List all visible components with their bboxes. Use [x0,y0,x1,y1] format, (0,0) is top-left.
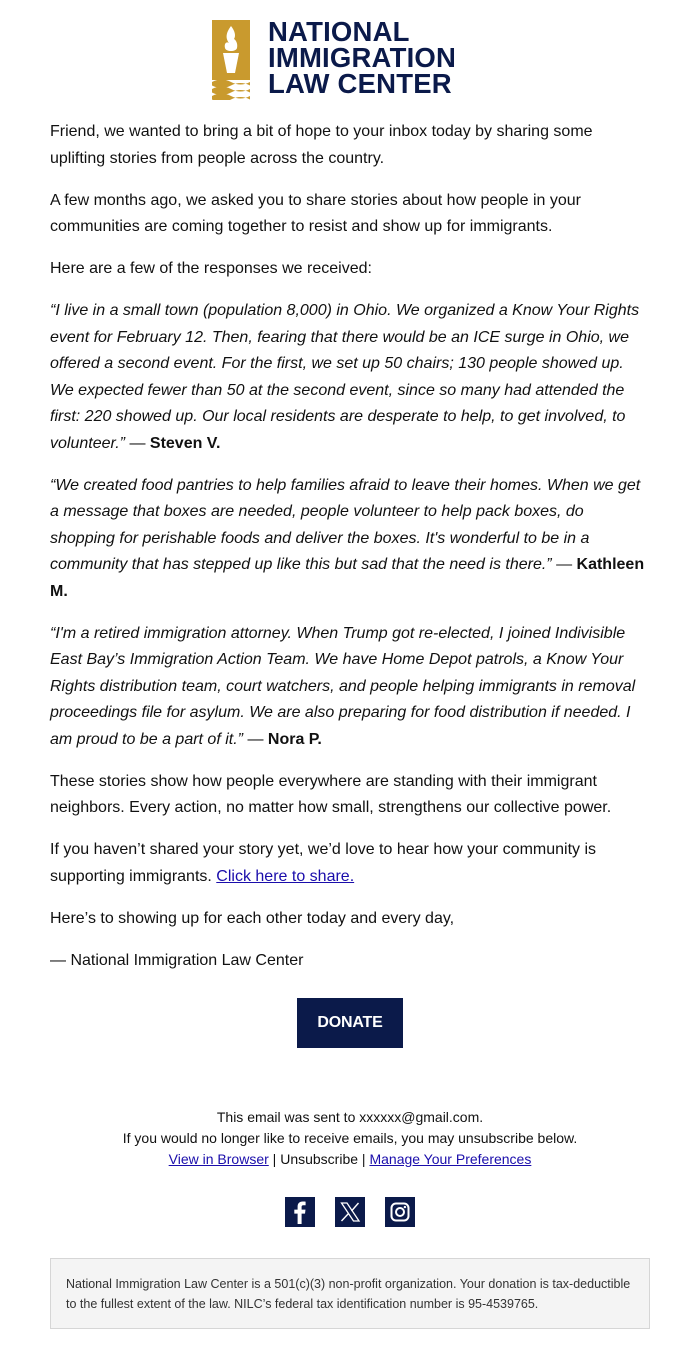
quote-author: Nora P. [267,730,322,748]
unsubscribe-link[interactable]: Unsubscribe [280,1151,359,1167]
legal-disclaimer: National Immigration Law Center is a 501(c)(3) non-profit organization. Your donation is tax-deductible to the fullest extent of the law. NILC’s federal tax identification number is 95-4539765. [50,1258,650,1329]
email-footer [0,1107,700,1170]
quote-1 [50,298,650,457]
sent-to-text: This email was sent to xxxxxx@gmail.com. [216,1109,484,1125]
instagram-icon[interactable] [385,1197,415,1227]
quote-text: “We created food pantries to help families afraid to leave their homes. When we get a message that boxes are needed, people volunteer to help pack boxes, do shopping for perishable foods and deliver the boxes. It's wonderful to be in a community that has stepped up like this but sad that the need is there.” [50,476,641,573]
donate-button[interactable]: DONATE [297,998,403,1048]
closing-paragraph-3: Here’s to showing up for each other today and every day, [50,909,455,927]
quote-author: Kathleen M. [50,556,645,600]
email-body [50,119,650,990]
quote-dash: — [551,556,577,573]
view-in-browser-link[interactable]: View in Browser [168,1151,269,1167]
quote-3 [50,621,650,754]
logo-line-1: NATIONAL [268,16,410,47]
quote-dash: — [125,434,150,452]
quote-author: Steven V. [149,434,221,452]
closing-paragraph-2 [50,837,650,890]
facebook-icon[interactable] [285,1197,315,1227]
logo-line-3: LAW CENTER [268,68,452,99]
intro-paragraph-2: A few months ago, we asked you to share stories about how people in your communities are coming together to resist and show up for immigrants. [50,191,581,235]
intro-paragraph-1: Friend, we wanted to bring a bit of hope to your inbox today by sharing some uplifting stories from people across the country. [50,123,593,167]
closing-paragraph-2-text: If you haven’t shared your story yet, we’d love to hear how your community is supporting immigrants. [50,841,597,885]
share-story-link[interactable]: Click here to share. [216,867,355,885]
footer-separator: | [268,1151,281,1167]
logo-line-2: IMMIGRATION [268,42,457,73]
closing-paragraph-1: These stories show how people everywhere are standing with their immigrant neighbors. Every action, no matter how small, strengthens our collective power. [50,772,612,816]
quote-2 [50,473,650,606]
quote-dash: — [243,730,268,748]
quote-text: “I'm a retired immigration attorney. When Trump got re-elected, I joined Indivisible East Bay’s Immigration Action Team. We have Home Depot patrols, a Know Your Rights distribution team, court watchers, and people helping immigrants in removal proceedings file for asylum. We are also preparing for food distribution if needed. I am proud to be a part of it.” [50,624,636,748]
nilc-logo[interactable] [212,16,492,100]
manage-preferences-link[interactable]: Manage Your Preferences [369,1151,532,1167]
unsubscribe-note: If you would no longer like to receive emails, you may unsubscribe below. [122,1130,578,1146]
intro-paragraph-3: Here are a few of the responses we received: [50,260,372,277]
torch-icon [212,20,250,100]
quote-text: “I live in a small town (population 8,000) in Ohio. We organized a Know Your Rights event for February 12. Then, fearing that there would be an ICE surge in Ohio, we offered a second event. For the first, we set up 50 chairs; 130 people showed up. We expected fewer than 50 at the second event, since so many had attended the first: 220 showed up. Our local residents are desperate to help, to get involved, to volunteer.” [50,302,640,452]
logo-wordmark [268,16,457,99]
social-links [285,1197,415,1229]
signoff: — National Immigration Law Center [50,951,304,969]
x-icon[interactable] [335,1197,365,1227]
footer-links [0,1149,700,1170]
footer-separator: | [358,1151,370,1167]
